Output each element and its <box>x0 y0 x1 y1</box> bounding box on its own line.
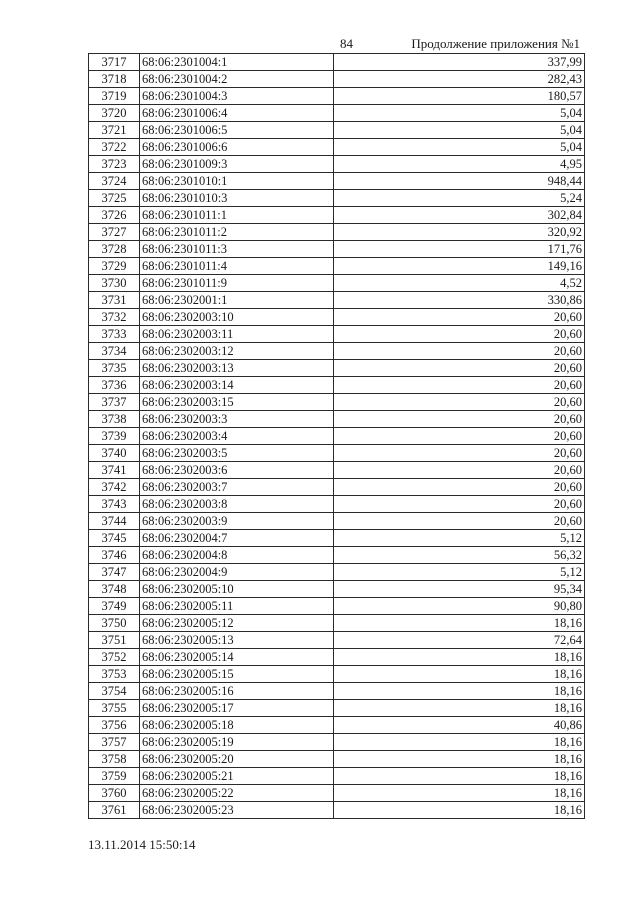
row-number-cell: 3731 <box>89 292 140 309</box>
value-cell: 5,04 <box>334 122 585 139</box>
cadastral-number-cell: 68:06:2301010:1 <box>140 173 334 190</box>
row-number-cell: 3734 <box>89 343 140 360</box>
row-number-cell: 3724 <box>89 173 140 190</box>
cadastral-number-cell: 68:06:2302003:11 <box>140 326 334 343</box>
cadastral-number-cell: 68:06:2302005:18 <box>140 717 334 734</box>
value-cell: 5,12 <box>334 530 585 547</box>
cadastral-number-cell: 68:06:2302005:20 <box>140 751 334 768</box>
table-row <box>89 666 585 683</box>
value-cell: 20,60 <box>334 394 585 411</box>
cadastral-number-cell: 68:06:2301006:4 <box>140 105 334 122</box>
table-row <box>89 632 585 649</box>
table-row <box>89 479 585 496</box>
table-row <box>89 411 585 428</box>
value-cell: 20,60 <box>334 309 585 326</box>
cadastral-number-cell: 68:06:2301004:1 <box>140 54 334 71</box>
row-number-cell: 3725 <box>89 190 140 207</box>
value-cell: 20,60 <box>334 462 585 479</box>
value-cell: 18,16 <box>334 615 585 632</box>
value-cell: 180,57 <box>334 88 585 105</box>
table-row <box>89 173 585 190</box>
row-number-cell: 3743 <box>89 496 140 513</box>
value-cell: 18,16 <box>334 768 585 785</box>
table-row <box>89 326 585 343</box>
row-number-cell: 3748 <box>89 581 140 598</box>
table-row <box>89 581 585 598</box>
value-cell: 20,60 <box>334 326 585 343</box>
cadastral-number-cell: 68:06:2301006:6 <box>140 139 334 156</box>
value-cell: 18,16 <box>334 700 585 717</box>
row-number-cell: 3719 <box>89 88 140 105</box>
row-number-cell: 3744 <box>89 513 140 530</box>
table-row <box>89 530 585 547</box>
value-cell: 18,16 <box>334 649 585 666</box>
cadastral-number-cell: 68:06:2301004:3 <box>140 88 334 105</box>
table-row <box>89 547 585 564</box>
table-row <box>89 785 585 802</box>
row-number-cell: 3745 <box>89 530 140 547</box>
cadastral-number-cell: 68:06:2302005:23 <box>140 802 334 819</box>
cadastral-number-cell: 68:06:2301011:4 <box>140 258 334 275</box>
value-cell: 20,60 <box>334 496 585 513</box>
value-cell: 90,80 <box>334 598 585 615</box>
table-row <box>89 258 585 275</box>
table-row <box>89 598 585 615</box>
table-row <box>89 224 585 241</box>
table-row <box>89 122 585 139</box>
table-row <box>89 649 585 666</box>
value-cell: 20,60 <box>334 360 585 377</box>
row-number-cell: 3722 <box>89 139 140 156</box>
cadastral-number-cell: 68:06:2302005:19 <box>140 734 334 751</box>
table-row <box>89 394 585 411</box>
page-number: 84 <box>340 36 353 51</box>
row-number-cell: 3729 <box>89 258 140 275</box>
row-number-cell: 3755 <box>89 700 140 717</box>
table-row <box>89 71 585 88</box>
value-cell: 40,86 <box>334 717 585 734</box>
table-row <box>89 462 585 479</box>
cadastral-number-cell: 68:06:2302003:9 <box>140 513 334 530</box>
value-cell: 20,60 <box>334 445 585 462</box>
cadastral-number-cell: 68:06:2302005:12 <box>140 615 334 632</box>
table-row <box>89 360 585 377</box>
row-number-cell: 3750 <box>89 615 140 632</box>
row-number-cell: 3757 <box>89 734 140 751</box>
row-number-cell: 3735 <box>89 360 140 377</box>
value-cell: 18,16 <box>334 785 585 802</box>
value-cell: 5,12 <box>334 564 585 581</box>
cadastral-number-cell: 68:06:2302001:1 <box>140 292 334 309</box>
page-caption: Продолжение приложения №1 <box>411 36 580 51</box>
cadastral-number-cell: 68:06:2302003:8 <box>140 496 334 513</box>
row-number-cell: 3726 <box>89 207 140 224</box>
row-number-cell: 3760 <box>89 785 140 802</box>
cadastral-number-cell: 68:06:2301009:3 <box>140 156 334 173</box>
row-number-cell: 3758 <box>89 751 140 768</box>
value-cell: 320,92 <box>334 224 585 241</box>
table-row <box>89 377 585 394</box>
row-number-cell: 3759 <box>89 768 140 785</box>
row-number-cell: 3753 <box>89 666 140 683</box>
cadastral-number-cell: 68:06:2302003:7 <box>140 479 334 496</box>
cadastral-number-cell: 68:06:2302005:21 <box>140 768 334 785</box>
table-row <box>89 292 585 309</box>
row-number-cell: 3733 <box>89 326 140 343</box>
cadastral-number-cell: 68:06:2302004:9 <box>140 564 334 581</box>
cadastral-number-cell: 68:06:2302005:16 <box>140 683 334 700</box>
row-number-cell: 3746 <box>89 547 140 564</box>
table-row <box>89 734 585 751</box>
cadastral-number-cell: 68:06:2301011:9 <box>140 275 334 292</box>
row-number-cell: 3761 <box>89 802 140 819</box>
cadastral-number-cell: 68:06:2302003:14 <box>140 377 334 394</box>
cadastral-number-cell: 68:06:2301011:2 <box>140 224 334 241</box>
table-row <box>89 513 585 530</box>
value-cell: 18,16 <box>334 666 585 683</box>
value-cell: 18,16 <box>334 802 585 819</box>
value-cell: 56,32 <box>334 547 585 564</box>
table-row <box>89 428 585 445</box>
cadastral-number-cell: 68:06:2302004:8 <box>140 547 334 564</box>
table-row <box>89 751 585 768</box>
cadastral-number-cell: 68:06:2302003:3 <box>140 411 334 428</box>
value-cell: 20,60 <box>334 411 585 428</box>
cadastral-number-cell: 68:06:2302005:15 <box>140 666 334 683</box>
value-cell: 5,24 <box>334 190 585 207</box>
value-cell: 302,84 <box>334 207 585 224</box>
row-number-cell: 3741 <box>89 462 140 479</box>
cadastral-number-cell: 68:06:2302005:14 <box>140 649 334 666</box>
table-row <box>89 802 585 819</box>
cadastral-number-cell: 68:06:2302005:11 <box>140 598 334 615</box>
cadastral-number-cell: 68:06:2302005:10 <box>140 581 334 598</box>
row-number-cell: 3756 <box>89 717 140 734</box>
value-cell: 20,60 <box>334 428 585 445</box>
row-number-cell: 3747 <box>89 564 140 581</box>
cadastral-number-cell: 68:06:2301011:1 <box>140 207 334 224</box>
row-number-cell: 3737 <box>89 394 140 411</box>
value-cell: 5,04 <box>334 139 585 156</box>
row-number-cell: 3739 <box>89 428 140 445</box>
registry-table-body <box>89 54 585 819</box>
cadastral-number-cell: 68:06:2302005:22 <box>140 785 334 802</box>
row-number-cell: 3749 <box>89 598 140 615</box>
row-number-cell: 3717 <box>89 54 140 71</box>
table-row <box>89 241 585 258</box>
table-row <box>89 54 585 71</box>
cadastral-number-cell: 68:06:2301011:3 <box>140 241 334 258</box>
value-cell: 95,34 <box>334 581 585 598</box>
table-row <box>89 717 585 734</box>
value-cell: 330,86 <box>334 292 585 309</box>
table-row <box>89 564 585 581</box>
registry-table <box>88 53 585 819</box>
value-cell: 5,04 <box>334 105 585 122</box>
table-row <box>89 88 585 105</box>
row-number-cell: 3727 <box>89 224 140 241</box>
table-row <box>89 700 585 717</box>
table-row <box>89 445 585 462</box>
row-number-cell: 3754 <box>89 683 140 700</box>
value-cell: 18,16 <box>334 751 585 768</box>
value-cell: 337,99 <box>334 54 585 71</box>
cadastral-number-cell: 68:06:2301006:5 <box>140 122 334 139</box>
table-row <box>89 207 585 224</box>
table-row <box>89 275 585 292</box>
value-cell: 20,60 <box>334 377 585 394</box>
table-row <box>89 139 585 156</box>
cadastral-number-cell: 68:06:2301004:2 <box>140 71 334 88</box>
table-row <box>89 309 585 326</box>
row-number-cell: 3738 <box>89 411 140 428</box>
value-cell: 282,43 <box>334 71 585 88</box>
value-cell: 149,16 <box>334 258 585 275</box>
value-cell: 20,60 <box>334 343 585 360</box>
value-cell: 171,76 <box>334 241 585 258</box>
cadastral-number-cell: 68:06:2302003:6 <box>140 462 334 479</box>
table-row <box>89 615 585 632</box>
table-row <box>89 343 585 360</box>
value-cell: 20,60 <box>334 513 585 530</box>
cadastral-number-cell: 68:06:2302005:13 <box>140 632 334 649</box>
row-number-cell: 3732 <box>89 309 140 326</box>
table-row <box>89 190 585 207</box>
cadastral-number-cell: 68:06:2302003:15 <box>140 394 334 411</box>
value-cell: 4,95 <box>334 156 585 173</box>
table-row <box>89 768 585 785</box>
value-cell: 948,44 <box>334 173 585 190</box>
cadastral-number-cell: 68:06:2302003:4 <box>140 428 334 445</box>
value-cell: 72,64 <box>334 632 585 649</box>
cadastral-number-cell: 68:06:2302003:10 <box>140 309 334 326</box>
cadastral-number-cell: 68:06:2302003:12 <box>140 343 334 360</box>
value-cell: 18,16 <box>334 683 585 700</box>
row-number-cell: 3752 <box>89 649 140 666</box>
cadastral-number-cell: 68:06:2301010:3 <box>140 190 334 207</box>
footer-timestamp: 13.11.2014 15:50:14 <box>88 837 196 852</box>
row-number-cell: 3751 <box>89 632 140 649</box>
value-cell: 18,16 <box>334 734 585 751</box>
value-cell: 20,60 <box>334 479 585 496</box>
cadastral-number-cell: 68:06:2302003:13 <box>140 360 334 377</box>
row-number-cell: 3721 <box>89 122 140 139</box>
cadastral-number-cell: 68:06:2302005:17 <box>140 700 334 717</box>
cadastral-number-cell: 68:06:2302003:5 <box>140 445 334 462</box>
row-number-cell: 3728 <box>89 241 140 258</box>
row-number-cell: 3723 <box>89 156 140 173</box>
row-number-cell: 3730 <box>89 275 140 292</box>
cadastral-number-cell: 68:06:2302004:7 <box>140 530 334 547</box>
row-number-cell: 3718 <box>89 71 140 88</box>
value-cell: 4,52 <box>334 275 585 292</box>
row-number-cell: 3742 <box>89 479 140 496</box>
table-row <box>89 156 585 173</box>
table-row <box>89 496 585 513</box>
row-number-cell: 3720 <box>89 105 140 122</box>
table-row <box>89 105 585 122</box>
row-number-cell: 3740 <box>89 445 140 462</box>
row-number-cell: 3736 <box>89 377 140 394</box>
table-row <box>89 683 585 700</box>
